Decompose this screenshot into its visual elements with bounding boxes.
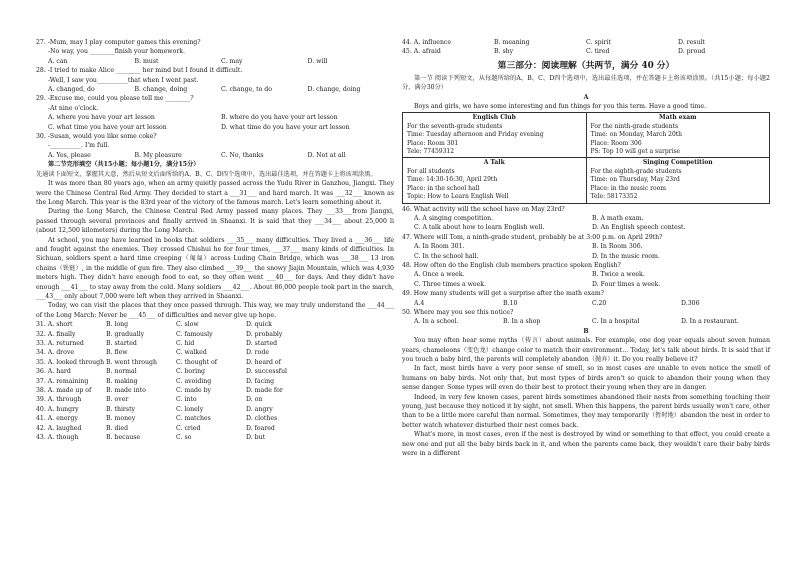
option: D. quick (246, 321, 272, 329)
reading-question-options (402, 317, 770, 326)
table-line: Time: on Monday, March 20th (590, 131, 683, 139)
option: D. made for (246, 387, 283, 395)
cloze-row (36, 414, 394, 423)
q30-options (36, 151, 394, 160)
option: D. facing (246, 377, 275, 385)
cloze-row (36, 358, 394, 367)
option: 37. A. remaining (36, 377, 89, 385)
passage-b-paragraph: What's more, in most cases, even if the nest is destroyed by wind or something to that effect, you could create a new one and put all the baby birds back in it, and when the parents came back, they wouldn't care their baby birds were in a different (402, 431, 770, 458)
option: 32. A. finally (36, 330, 76, 338)
option: 45. A. afraid (402, 48, 441, 56)
cloze-row (36, 386, 394, 395)
cloze-row (36, 320, 394, 329)
singing-title: Singing Competition (642, 159, 713, 167)
option: A.4 (414, 299, 425, 307)
option: A. changed, do (48, 86, 95, 94)
option: B. In a shop (503, 318, 541, 326)
option: C. walked (176, 349, 207, 357)
option: A. In a school. (414, 318, 459, 326)
option: C. In a hospital (592, 318, 640, 326)
option: B. In Room 306. (592, 243, 643, 251)
option: 41. A. energy (36, 415, 78, 423)
option: B. went through (106, 358, 157, 366)
option: A. where you have your art lesson (48, 114, 155, 122)
option: D. proud (678, 48, 706, 56)
reading-question-stem: 47. Where will Tom, a ninth-grade student, probably be at 3:00 p.m. on April 29th? (402, 233, 663, 241)
part3-title: 第三部分：阅读理解（共两节，满分 40 分） (497, 60, 675, 71)
q28-options (36, 85, 394, 94)
option: D. clothes (246, 415, 278, 423)
option: A. Once a week. (414, 271, 465, 279)
cloze-row (36, 405, 394, 414)
option: B. over (106, 396, 129, 404)
option: C. avoiding (176, 377, 212, 385)
reading-questions (402, 205, 770, 327)
q29-options-row1 (36, 113, 394, 122)
q29-stem: 29. -Excuse me, could you please tell me ________? (36, 95, 194, 103)
cloze-options (36, 320, 394, 442)
passage-b-paragraph: You may often hear some myths（传言）about animals. For example, one dog year equals about seven human years, chameleons（变色龙）change color to match their environment… Today, let's talk about birds. It is said that if you touch a baby bird, the parents will completely abandon（抛弃）it. Do you really believe it? (402, 337, 770, 363)
table-line: For the seventh-grade students (407, 122, 503, 130)
reading-question-stem: 46. What activity will the school have on May 23rd? (402, 205, 565, 213)
option: D. result (678, 39, 705, 46)
cloze-paragraph: At school, you may have learned in books that soldiers ___35___ many difficulties. They lived a ___36___ life and fought against the enemies. They crossed Chishui he for four times, ___37___ many kinds of difficulties. In Sichuan, soldiers spent a hard time creeping（匍匐）across Luding Chain Bridge, which was ___38___ 13 iron chains（铁链）, in the middle of gun fire. They also climbed ___39___ the snowy Jiajin Mountain, which was 4,930 meters high. They didn't have enough food to eat, so they often went ___40___ for days. And they didn't have enough ___41___ to stay away from the cold. Many soldiers ___42___. About 86,000 people took part in the march, ___43___ only about 7,000 were left when they arrived in Shaanxi. (36, 236, 394, 300)
option: 33. A. returned (36, 340, 84, 347)
q28-stem: 28. -I tried to make Alice ________ her mind but I found it difficult. (36, 67, 243, 75)
reading-question-options (402, 280, 770, 289)
cloze-row (402, 38, 770, 47)
option: D. on (246, 396, 263, 404)
talk-cell (403, 158, 587, 203)
cloze-row (36, 339, 394, 348)
option: D. Four times a week. (592, 280, 661, 288)
reading-question-options (402, 299, 770, 308)
option: D. feared (246, 424, 275, 432)
option: 35. A. looked through (36, 358, 105, 366)
q30-stem: 30. -Susan, would you like some coke? (36, 133, 157, 141)
option: B. because (106, 434, 141, 442)
option: B. where do you have your art lesson (221, 114, 338, 122)
option: B. normal (106, 368, 137, 376)
cloze-row (36, 395, 394, 404)
q29-options-row2 (36, 123, 394, 132)
passage-b-paragraph: Indeed, in very few known cases, parent birds sometimes abandoned their nests from something touching their young, just because they noticed it by sight, not smell. When this happens, the parent birds usually won't care, other than to be a little more careful than normal. Sometimes, they may temporarily（暂时地）abandon the nest in order to better watch whatever disturbed their nest comes back. (402, 393, 770, 429)
option: 38. A. made up of (36, 387, 92, 395)
option: D. started (246, 340, 278, 347)
q27-stem2: -No way, you ________finish your homework. (48, 48, 185, 56)
activities-table (402, 112, 770, 203)
option: B. shy (494, 48, 514, 56)
table-line: Time: Tuesday afternoon and Friday evening (407, 131, 544, 139)
option: A. In Room 301. (414, 243, 465, 251)
table-line: Time: 14:30-16:30, April 29th (407, 176, 498, 184)
option: D. successful (246, 368, 288, 376)
left-column (36, 38, 394, 442)
cloze-row (36, 433, 394, 442)
talk-title: A Talk (483, 159, 505, 167)
option: D. An English speech contest. (592, 224, 686, 232)
option: C. so (176, 434, 192, 442)
singing-cell (586, 158, 770, 203)
reading-question-options (402, 270, 770, 279)
option: B. must (134, 57, 159, 65)
option: D.306 (681, 299, 700, 307)
option: 36. A. hard (36, 368, 71, 376)
table-line: Place: in the school hall (407, 184, 480, 192)
math-exam-title: Math exam (659, 114, 697, 122)
option: C. spirit (586, 39, 611, 46)
cloze-row (36, 330, 394, 339)
option: B. long (106, 321, 129, 329)
table-line: PS: Top 10 will get a surprise (590, 148, 681, 156)
option: B. making (106, 377, 138, 385)
reading-question-stem: 50. Where may you see this notice? (402, 308, 514, 316)
table-line: Tele: 58173352 (590, 193, 638, 201)
option: C.20 (592, 299, 607, 307)
q27-options (36, 57, 394, 66)
option: A. can (48, 57, 68, 65)
option: D. heard of (246, 358, 281, 366)
option: D. In the music room. (592, 252, 660, 260)
option: B. A math exam. (592, 214, 644, 222)
option: C. matches (176, 415, 211, 423)
option: C. famously (176, 330, 213, 338)
reading-question-options (402, 242, 770, 251)
option: B. Twice a week. (592, 271, 645, 279)
option: C. tired (586, 48, 610, 56)
option: C. lonely (176, 405, 204, 413)
cloze-row (36, 377, 394, 386)
option: 34. A. drove (36, 349, 75, 357)
passage-b-label: B (583, 327, 589, 335)
right-column (402, 38, 770, 458)
option: C. boring (176, 368, 206, 376)
option: D. probably (246, 330, 283, 338)
table-line: For all students (407, 167, 455, 175)
table-line: Place: in the music room (590, 184, 666, 192)
q28-stem2: -Well, I saw you__________that when I went past. (48, 76, 199, 84)
option: C. what time you have your art lesson (48, 123, 167, 131)
option: A. A singing competition. (414, 214, 494, 222)
table-line: Time: on Thursday, May 23rd (590, 176, 680, 184)
option: B. gradually (106, 330, 145, 338)
option: C. Three times a week. (414, 280, 486, 288)
passage-a-label: A (583, 93, 589, 101)
option: C. slow (176, 321, 199, 329)
table-line: For the ninth-grade students (590, 122, 679, 130)
option: C. may (221, 57, 243, 65)
passage-b-paragraph: In fact, most birds have a very poor sense of smell, so in most cases are unable to even notice the smell of humans on baby birds. Not only that, but most types of birds aren't so quick to abandon their young when they sense danger. Some types will even do their best to protect their young when they are in danger. (402, 365, 770, 392)
option: C. In the school hall. (414, 252, 479, 260)
table-line: Topic: How to Learn English Well (407, 193, 509, 201)
option: A. Yes, please (48, 151, 91, 159)
option: D. but (246, 434, 266, 442)
cloze-row (36, 424, 394, 433)
cloze-row (36, 348, 394, 357)
option: C. A talk about how to learn English well. (414, 224, 545, 232)
q27-stem: 27. -Mum, may I play computer games this evening? (36, 39, 201, 46)
reading-question-options (402, 252, 770, 261)
option: C. cried (176, 424, 201, 432)
option: B.10 (503, 299, 518, 307)
reading-question-stem: 49. How many students will get a surprise after the math exam? (402, 290, 605, 298)
cloze-row (402, 47, 770, 56)
option: D. change, doing (307, 86, 361, 94)
option: B. made into (106, 387, 146, 395)
option: C. into (176, 396, 197, 404)
option: C. thought of (176, 358, 218, 366)
cloze-row (36, 367, 394, 376)
section1-instruction: 第一节 阅读下列短文，从每题所给的A、B、C、D四个选项中，选出最佳选项，并在答题卡上将该项涂黑。（共15小题；每小题2分，满分30分） (402, 74, 770, 92)
table-line: For the eighth-grade students (590, 167, 682, 175)
option: C. made by (176, 387, 212, 395)
table-line: Place: Room 301 (407, 139, 459, 147)
option: B. meaning (494, 39, 530, 46)
table-line: Place: Room 306 (590, 139, 642, 147)
option: D. will (307, 57, 328, 65)
cloze-paragraph: Today, we can visit the places that they once passed through. This way, we may truly understand the ___44___ of the Long March: Never be ___45___ of difficulties and never give up hope. (36, 302, 394, 319)
option: B. change, doing (134, 86, 188, 94)
option: C. change, to do (221, 86, 272, 94)
option: 43. A. though (36, 434, 79, 442)
passage-a-intro: Boys and girls, we have some interesting and fun things for you this term. Have a good time. (414, 103, 707, 111)
option: C. hid (176, 340, 195, 347)
cloze-paragraph: It was more than 80 years ago, when an army quietly passed across the Yudu River in Ganzhou, Jiangxi. They were the Chinese Central Red Army. They decided to start a ___31___ and hard march. It was ___32___ known as the Long March. This year is the 83rd year of the victory of the famous march. Let's learn something about it. (36, 180, 394, 206)
option: B. money (106, 415, 136, 423)
option: B. died (106, 424, 129, 432)
cloze-paragraph: During the Long March, the Chinese Central Red Army passed many places. They ___33___from Jiangxi, passed through several provinces and finally arrived in Shaanxi. It is said that they ___34___ about 25,000 li (about 12,500 kilometers) during the Long March. (36, 208, 394, 235)
option: 31. A. short (36, 321, 73, 329)
option: D. Not at all (307, 151, 346, 159)
option: B. flew (106, 349, 128, 357)
option: 42. A. laughed (36, 424, 82, 432)
section2-instruction: 先通读下面短文，掌握其大意，然后从短文后面所给的A、B、C、D四个选项中，选出最佳选项，并在答题卡上将该项涂黑。 (36, 170, 377, 178)
q29-stem2: -At nine o'clock. (48, 104, 99, 112)
option: D. rode (246, 349, 269, 357)
option: C. No, thanks (221, 151, 264, 159)
option: B. thirsty (106, 405, 136, 413)
q30-stem2: -__________. I'm full. (48, 142, 110, 150)
option: B. started (106, 340, 137, 347)
option: D. what time do you have your art lesson (221, 123, 350, 131)
reading-question-options (402, 223, 770, 232)
english-club-cell (403, 113, 587, 158)
option: D. angry (246, 405, 273, 413)
reading-question-stem: 48. How often do the English club members practice spoken English? (402, 261, 621, 269)
section2-title: 第二节完形填空（共15小题；每小题1分，满分15分） (48, 161, 200, 169)
math-exam-cell (586, 113, 770, 158)
english-club-title: English Club (472, 114, 516, 122)
option: 40. A. hungry (36, 405, 79, 413)
option: 39. A. through (36, 396, 82, 404)
option: D. In a restaurant. (681, 318, 739, 326)
option: B. My pleasure (134, 151, 182, 159)
option: 44. A. influence (402, 39, 452, 46)
table-line: Tele: 77459312 (407, 148, 455, 156)
reading-question-options (402, 214, 770, 223)
